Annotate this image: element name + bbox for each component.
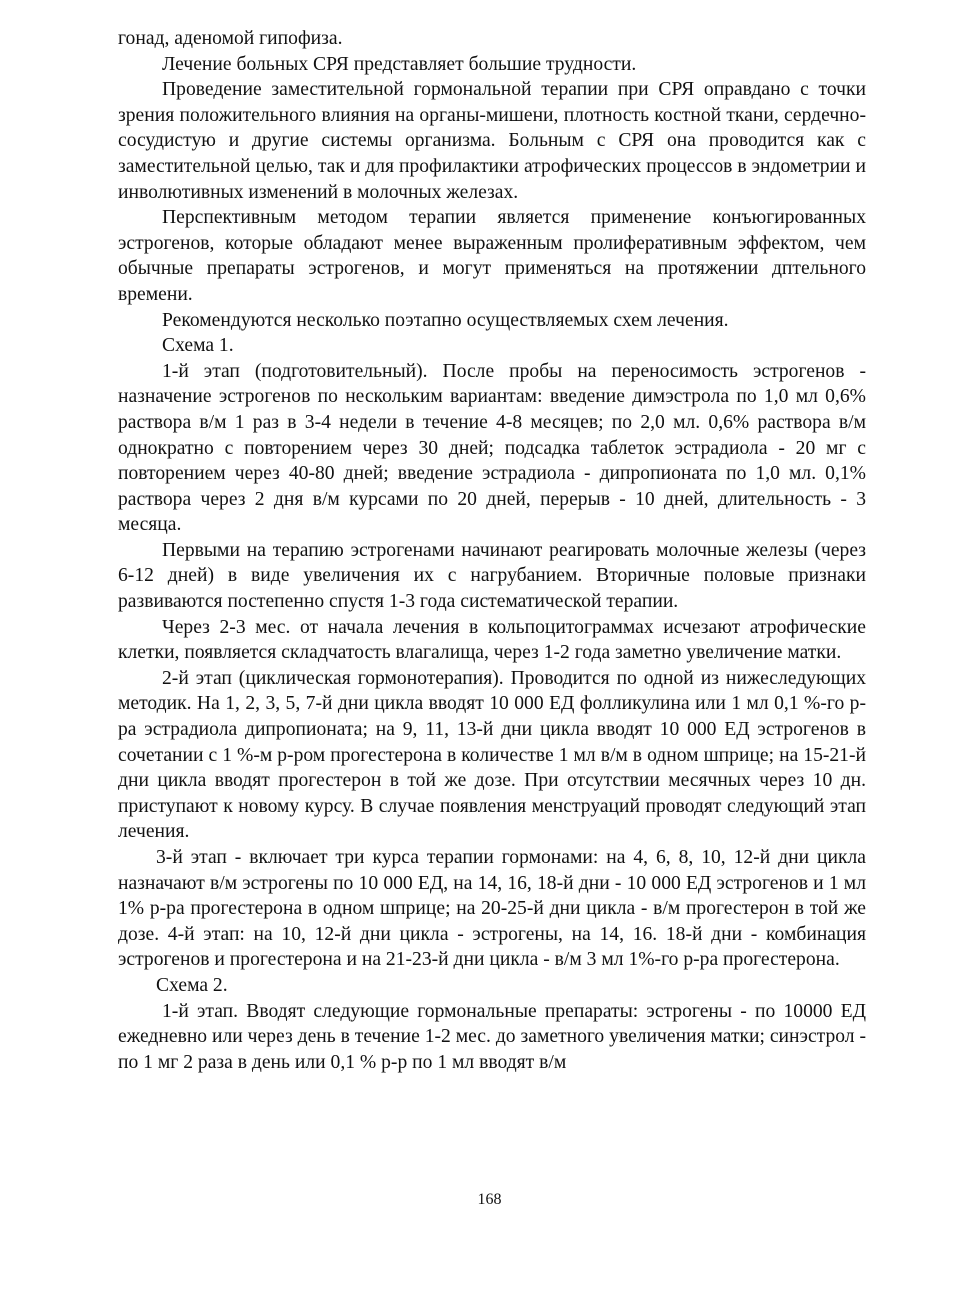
paragraph-scheme-2-stage-1: 1-й этап. Вводят следующие гормональные препараты: эстрогены - по 10000 ЕД ежедневно или через день в течение 1-2 мес. до заметного увеличения матки; синэстрол - по 1 мг 2 раза в день или 0,1 % р-р по 1 мл вводят в/м — [118, 1000, 866, 1073]
paragraph-continuation: гонад, аденомой гипофиза. — [118, 28, 343, 49]
paragraph-colpocytograms: Через 2-3 мес. от начала лечения в кольпоцитограммах исчезают атрофические клетки, появляется складчатость влагалища, через 1-2 года заметно увеличение матки. — [118, 616, 866, 664]
page-number: 168 — [477, 1191, 502, 1208]
paragraph-recommended-schemes: Рекомендуются несколько поэтапно осуществляемых схем лечения. — [162, 309, 729, 331]
paragraph-treatment-difficulty: Лечение больных СРЯ представляет большие трудности. — [162, 53, 637, 75]
body-text — [118, 26, 866, 1075]
paragraph-stage-2: 2-й этап (циклическая гормонотерапия). Проводится по одной из нижеследующих методик. На 1, 2, 3, 5, 7-й дни цикла вводят 10 000 ЕД фолликулина или 1 мл 0,1 %-го р-ра эстрадиола дипропионата; на 9, 11, 13-й дни цикла вводят 10 000 ЕД эстрогенов в сочетании с 1 %-м р-ром прогестерона в количестве 1 мл в/м в одном шприце; на 15-21-й дни цикла вводят прогестерон в той же дозе. При отсутствии месячных через 10 дн. приступают к новому курсу. В случае появления менструаций проводят следующий этап лечения. — [118, 667, 866, 843]
paragraph-conjugated-estrogens: Перспективным методом терапии является применение конъюгированных эстрогенов, которые обладают менее выраженным пролиферативным эффектом, чем обычные препараты эстрогенов, и могут применяться на протяжении дптельного времени. — [118, 207, 866, 305]
paragraph-stage-3: 3-й этап - включает три курса терапии гормонами: на 4, 6, 8, 10, 12-й дни цикла назначают в/м эстрогены по 10 000 ЕД, на 14, 16, 18-й дни - 10 000 ЕД эстрогенов и 1 мл 1% р-ра прогестерона в одном шприце; на 20-25-й дни цикла - в/м прогестерон в той же дозе. 4-й этап: на 10, 12-й дни цикла - эстрогены, на 14, 16. 18-й дни - комбинация эстрогенов и прогестерона и на 21-23-й дни цикла - в/м 3 мл 1%-го р-ра прогестерона. — [118, 847, 866, 971]
paragraph-hormone-therapy: Проведение заместительной гормональной терапии при СРЯ оправдано с точки зрения положительного влияния на органы-мишени, плотность костной ткани, сердечно-сосудистую и другие системы организма. Больным с СРЯ она проводится как с заместительной целью, так и для профилактики атрофических процессов в эндометрии и инволютивных изменений в молочных железах. — [118, 79, 866, 203]
paragraph-mammary-response: Первыми на терапию эстрогенами начинают реагировать молочные железы (через 6-12 дней) в виде увеличения их с нагрубанием. Вторичные половые признаки развиваются постепенно спустя 1-3 года систематической терапии. — [118, 539, 866, 613]
heading-scheme-1: Схема 1. — [162, 335, 234, 357]
heading-scheme-2: Схема 2. — [156, 974, 228, 996]
paragraph-stage-1: 1-й этап (подготовительный). После пробы на переносимость эстрогенов - назначение эстрогенов по нескольким вариантам: введение димэстрола по 1,0 мл 0,6% раствора в/м 1 раз в 3-4 недели в течение 4-8 месяцев; по 2,0 мл. 0,6% раствора в/м однократно с повторением через 30 дней; подсадка таблеток эстрадиола - 20 мг с повторением через 40-80 дней; введение эстрадиола - дипропионата по 1,0 мл. 0,1% раствора через 2 дня в/м курсами по 20 дней, перерыв - 10 дней, длительность - 3 месяца. — [118, 360, 866, 536]
